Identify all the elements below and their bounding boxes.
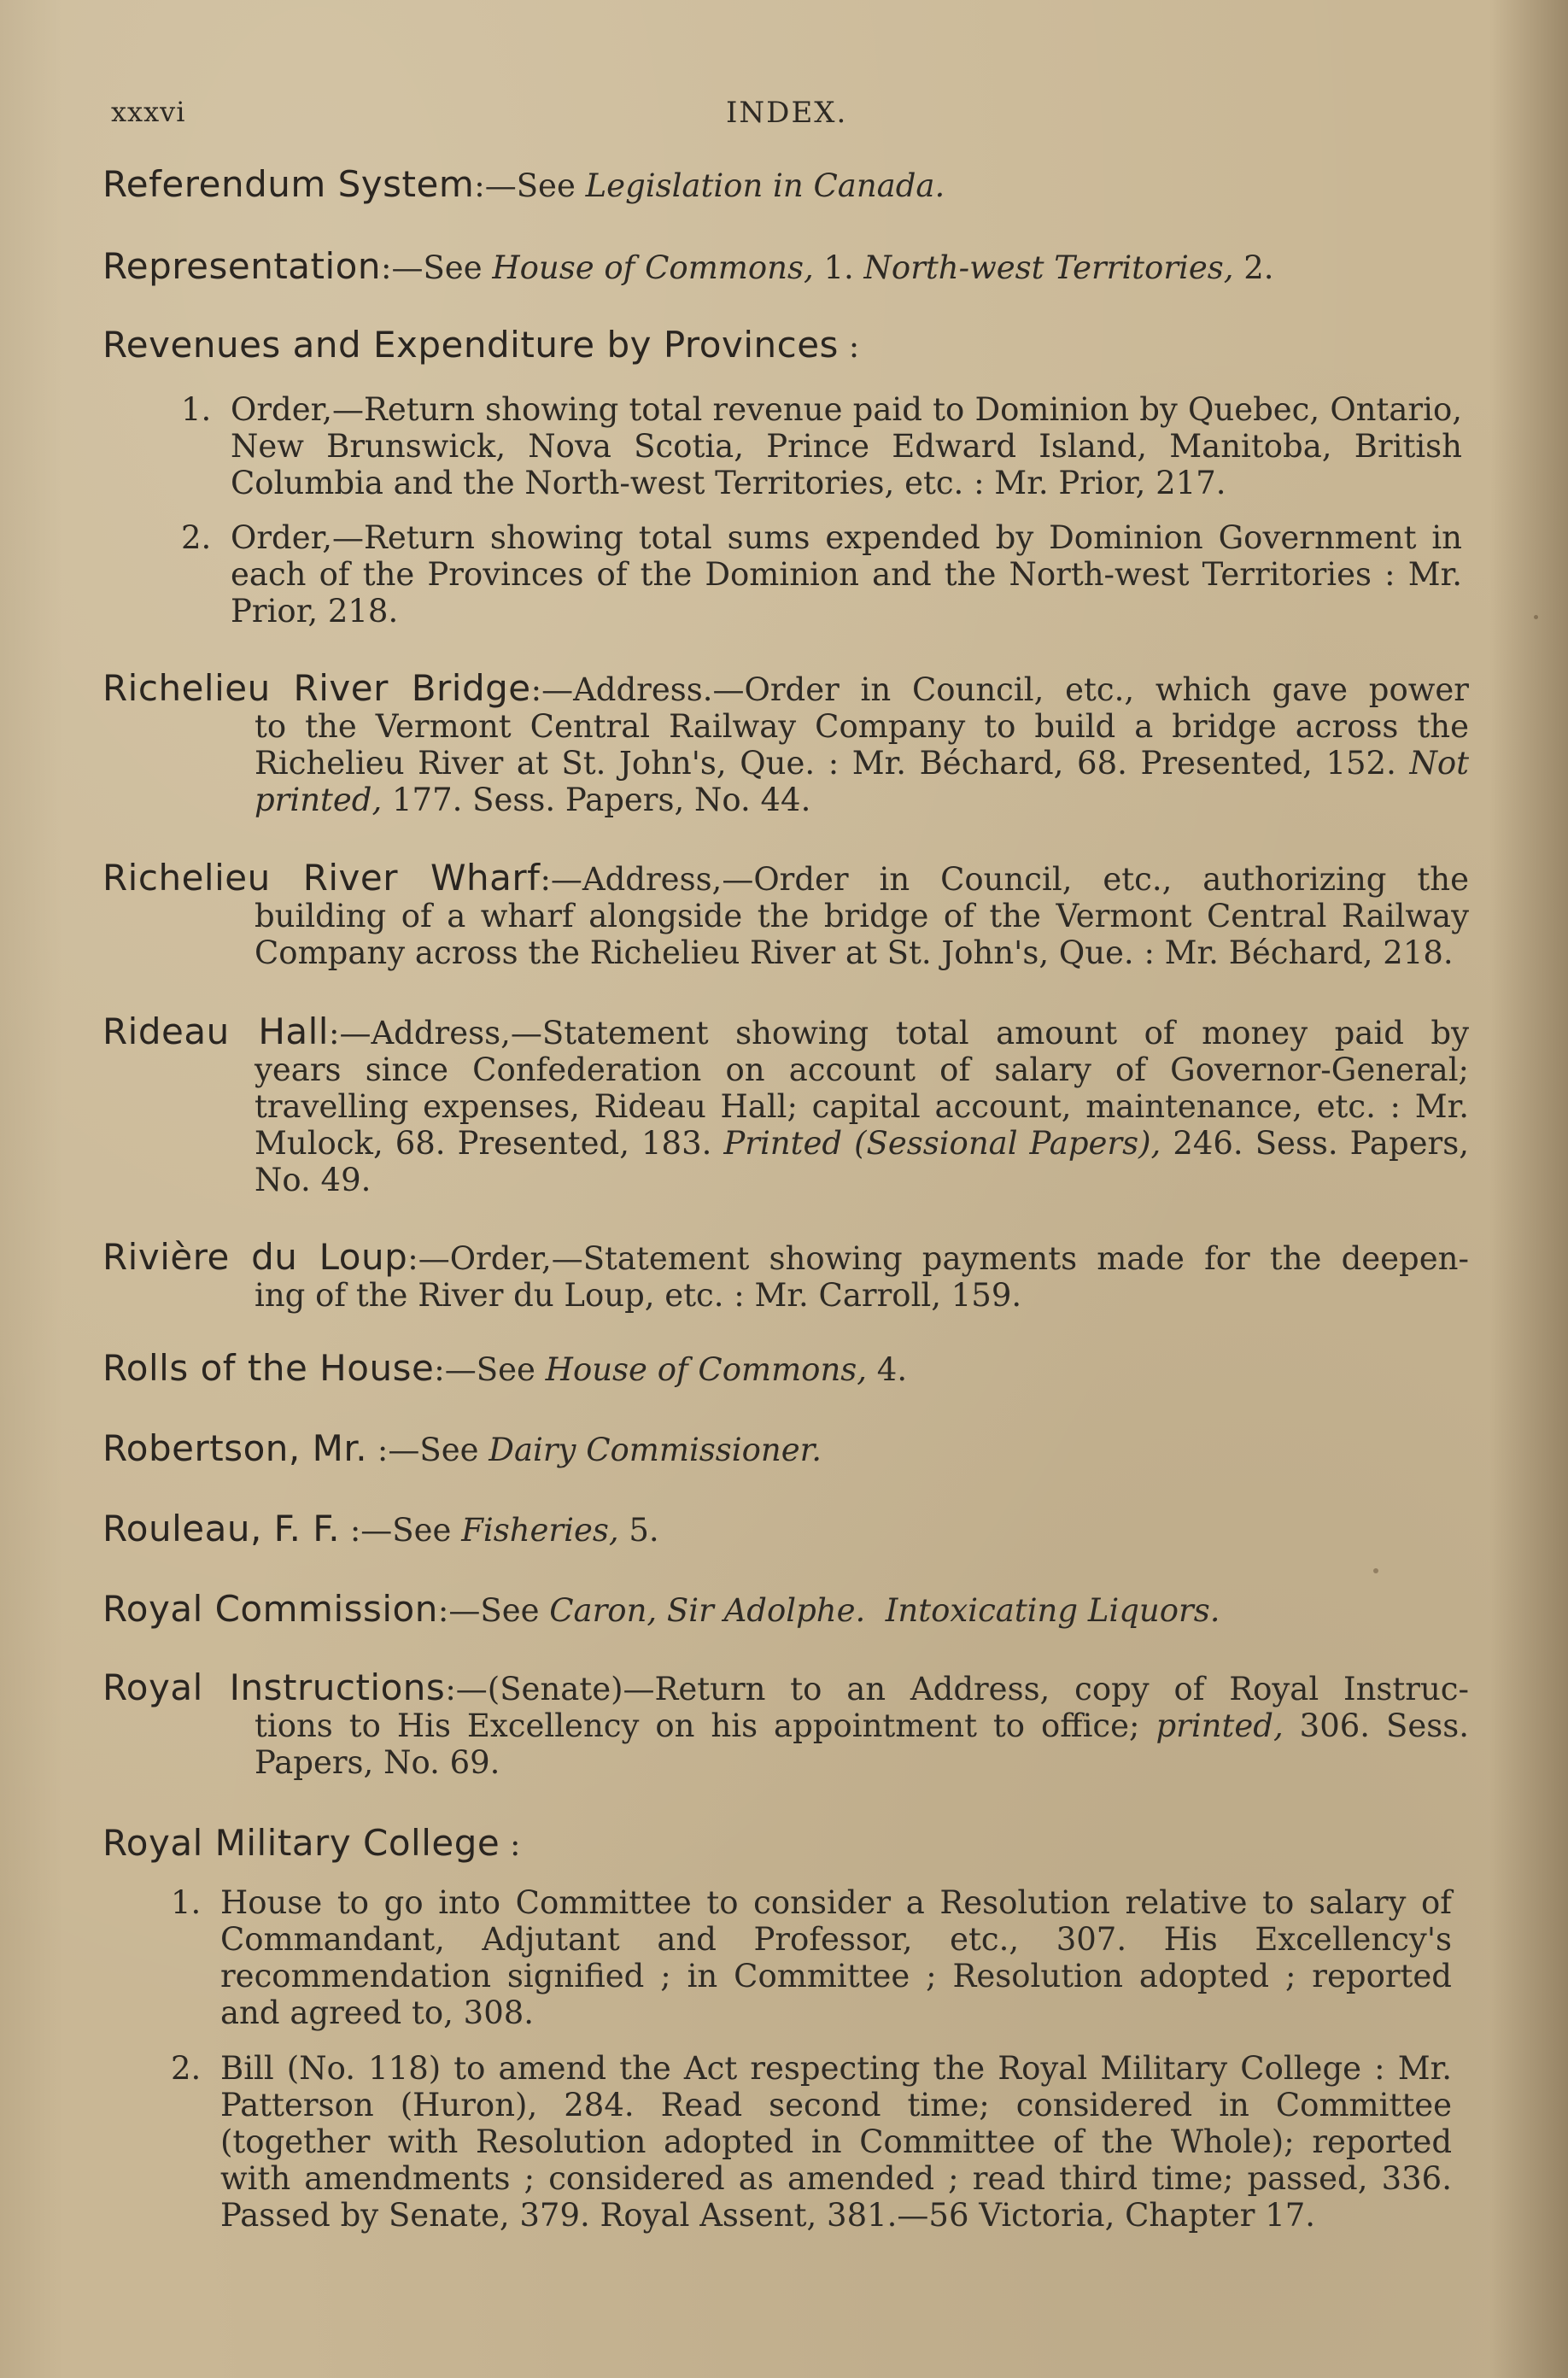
- entry-heading: Royal Military College: [102, 1822, 500, 1864]
- entry-heading: Referendum System: [102, 163, 475, 205]
- item-number: 1.: [181, 391, 212, 428]
- entry-riviere-du-loup: [102, 1236, 1469, 1314]
- entry-richelieu-river-bridge: [102, 667, 1470, 818]
- entry-see: :—See: [340, 1512, 462, 1549]
- cross-reference: North-west Territories,: [863, 249, 1234, 286]
- entry-text-tail: 177. Sess. Papers, No. 44.: [382, 782, 811, 818]
- entry-see: :—See: [434, 1351, 546, 1388]
- entry-heading: Representation: [102, 245, 381, 287]
- entry-heading: Rouleau, F. F.: [102, 1508, 341, 1549]
- item-text: Order,—Return showing total sums expended by Dominion Government in each of the Provinces of the Dominion and the North-west Territories : Mr. Prior, 218.: [231, 519, 1462, 630]
- rmc-item-1: [171, 1884, 1452, 2031]
- entry-italic: Printed (Sessional Papers),: [723, 1125, 1161, 1162]
- entry-rideau-hall: [102, 1010, 1470, 1198]
- entry-referendum-system: [102, 163, 1469, 205]
- entry-first-line: :—Address,—Statement showing total amount of money paid by: [328, 1015, 1470, 1051]
- entry-colon: :: [838, 328, 860, 365]
- entry-first-line: :—(Senate)—Return to an Address, copy of Royal Instruc-: [445, 1671, 1469, 1707]
- revenues-item-1: [181, 391, 1462, 501]
- entry-heading: Robertson, Mr.: [102, 1427, 368, 1469]
- entry-richelieu-river-wharf: [102, 859, 1469, 971]
- cross-reference: House of Commons,: [545, 1351, 868, 1388]
- entry-see: :—See: [367, 1432, 489, 1468]
- item-number: 1.: [171, 1884, 202, 1921]
- entry-see: :—See: [474, 167, 586, 204]
- entry-text: years since Confederation on account of salary of Governor-General; travelling expenses, Rideau Hall; capital account, maintenance, etc. : Mr. Mulock, 68. Presented, 183.: [255, 1051, 1469, 1162]
- paper-speck: [1534, 615, 1538, 619]
- entry-italic: printed,: [1156, 1707, 1284, 1744]
- entry-colon: :: [500, 1826, 521, 1863]
- page-number: xxxvi: [111, 96, 186, 128]
- revenues-item-2: [181, 519, 1462, 630]
- entry-see: :—See: [380, 249, 493, 286]
- entry-royal-military-college-heading: [102, 1824, 1469, 1863]
- item-text: Bill (No. 118) to amend the Act respecting the Royal Military College : Mr. Patterson (Huron), 284. Read second time; considered in Committee (together with Resolution adopted in Committee of the Whole); reported with amendments ; considered as amended ; read third time; passed, 336. Passed by Senate, 379. Royal Assent, 381.—56 Victoria, Chapter 17.: [220, 2050, 1452, 2234]
- entry-royal-commission: [102, 1590, 1469, 1629]
- entry-number: 2.: [1233, 249, 1274, 286]
- running-head: [111, 96, 1469, 138]
- item-number: 2.: [171, 2050, 202, 2087]
- entry-heading: Revenues and Expenditure by Provinces: [102, 324, 839, 366]
- cross-reference: Legislation in Canada.: [585, 167, 945, 204]
- entry-revenues-heading: [102, 326, 1469, 365]
- cross-reference: House of Commons,: [492, 249, 814, 286]
- entry-first-line: :—Address.—Order in Council, etc., which gave power: [530, 671, 1469, 708]
- entry-heading: Richelieu River Bridge: [102, 667, 531, 709]
- entry-heading: Rolls of the House: [102, 1347, 435, 1389]
- entry-first-line: :—Address,—Order in Council, etc., authorizing the: [540, 861, 1469, 898]
- entry-royal-instructions: [102, 1666, 1469, 1781]
- entry-first-line: :—Order,—Statement showing payments made for the deepen-: [407, 1240, 1469, 1277]
- entry-representation: [102, 245, 1469, 287]
- item-number: 2.: [181, 519, 212, 556]
- entry-heading: Richelieu River Wharf: [102, 857, 541, 899]
- entry-text: ing of the River du Loup, etc. : Mr. Carroll, 159.: [255, 1277, 1022, 1314]
- cross-reference: Dairy Commissioner.: [489, 1432, 822, 1468]
- entry-number: 4.: [867, 1351, 908, 1388]
- entry-text-tail: 246. Sess. Papers, No. 49.: [255, 1125, 1469, 1198]
- running-title: INDEX.: [726, 96, 848, 130]
- entry-heading: Rideau Hall: [102, 1010, 329, 1052]
- entry-heading: Rivière du Loup: [102, 1236, 408, 1278]
- cross-reference: Intoxicating Liquors.: [885, 1592, 1220, 1629]
- entry-italic: Not printed,: [255, 745, 1470, 818]
- entry-text: building of a wharf alongside the bridge of the Vermont Central Railway Company across the Richelieu River at St. John's, Que. : Mr. Béchard, 218.: [255, 898, 1469, 971]
- item-text: House to go into Committee to consider a Resolution relative to salary of Commandant, Adjutant and Professor, etc., 307. His Excellency's recommendation signified ; in Committee ; Resolution adopted ; reported and agreed to, 308.: [220, 1884, 1452, 2031]
- entry-number: 1.: [813, 249, 864, 286]
- rmc-item-2: [171, 2050, 1452, 2234]
- entry-number: 5.: [618, 1512, 659, 1549]
- cross-reference: Caron, Sir Adolphe.: [549, 1592, 866, 1629]
- entry-text: to the Vermont Central Railway Company to build a bridge across the Richelieu River at St. John's, Que. : Mr. Béchard, 68. Presented, 152.: [255, 708, 1469, 782]
- entry-rouleau: [102, 1510, 1469, 1549]
- entry-spacer: [865, 1592, 886, 1629]
- cross-reference: Fisheries,: [461, 1512, 619, 1549]
- paper-speck: [1373, 1568, 1378, 1573]
- entry-robertson: [102, 1427, 1469, 1469]
- entry-heading: Royal Commission: [102, 1588, 438, 1630]
- entry-see: :—See: [437, 1592, 550, 1629]
- entry-rolls-of-the-house: [102, 1347, 1469, 1389]
- entry-text: tions to His Excellency on his appointment to office;: [255, 1707, 1156, 1744]
- item-text: Order,—Return showing total revenue paid to Dominion by Quebec, Ontario, New Brunswick, Nova Scotia, Prince Edward Island, Manitoba, British Columbia and the North-west Territories, etc. : Mr. Prior, 217.: [231, 391, 1462, 501]
- entry-heading: Royal Instructions: [102, 1666, 446, 1708]
- entry-text-tail: 306. Sess. Papers, No. 69.: [255, 1707, 1469, 1781]
